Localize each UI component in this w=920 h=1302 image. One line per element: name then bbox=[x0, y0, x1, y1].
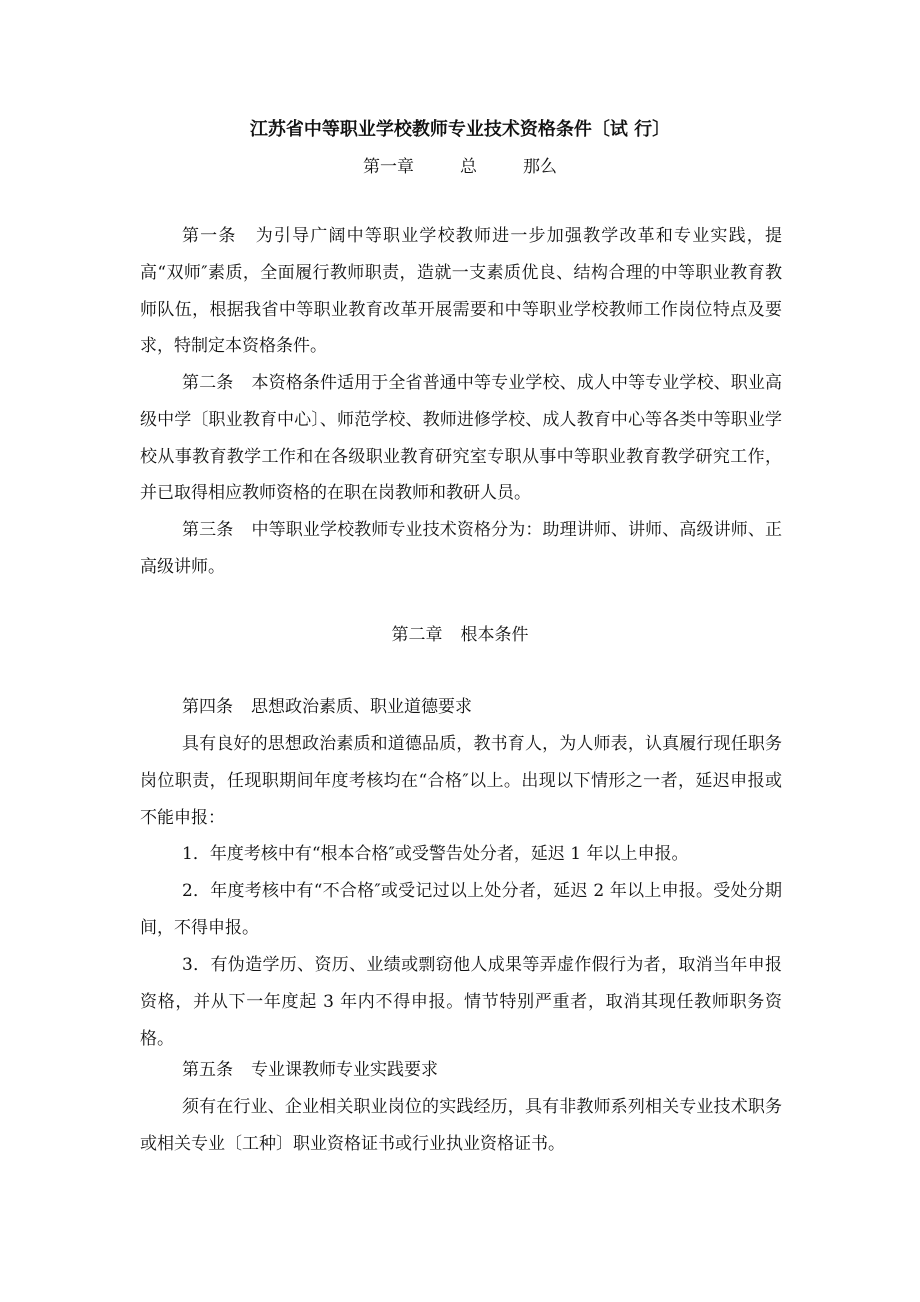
article-4-item-3: 3．有伪造学历、资历、业绩或剽窃他人成果等弄虚作假行为者，取消当年申报资格，并从下一年度起 3 年内不得申报。情节特别严重者，取消其现任教师职务资格。 bbox=[140, 955, 782, 1049]
chapter-1-word-2: 那么 bbox=[523, 157, 557, 177]
chapter-1-word-1: 总 bbox=[460, 157, 477, 177]
chapter-1-number: 第一章 bbox=[363, 157, 414, 177]
article-4-heading bbox=[140, 689, 782, 726]
article-2 bbox=[140, 365, 782, 512]
article-4-title: 思想政治素质、职业道德要求 bbox=[251, 697, 472, 717]
article-4-label: 第四条 bbox=[182, 697, 233, 717]
article-2-label: 第二条 bbox=[182, 373, 234, 393]
chapter-1-heading bbox=[0, 153, 920, 181]
article-5-body: 须有在行业、企业相关职业岗位的实践经历，具有非教师系列相关专业技术职务或相关专业〔工种〕职业资格证书或行业执业资格证书。 bbox=[140, 1097, 782, 1154]
article-4-body: 具有良好的思想政治素质和道德品质，教书育人，为人师表，认真履行现任职务岗位职责，任现职期间年度考核均在“合格″以上。出现以下情形之一者，延迟申报或不能申报： bbox=[140, 734, 782, 828]
article-5-heading bbox=[140, 1052, 782, 1089]
article-4-item-1: 1．年度考核中有“根本合格″或受警告处分者，延迟 1 年以上申报。 bbox=[182, 844, 689, 864]
article-2-text: 本资格条件适用于全省普通中等专业学校、成人中等专业学校、职业高级中学〔职业教育中心〕、师范学校、教师进修学校、成人教育中心等各类中等职业学校从事教育教学工作和在各级职业教育研究室专职从事中等职业教育教学研究工作，并已取得相应教师资格的在职在岗教师和教研人员。 bbox=[140, 373, 783, 504]
article-1-label: 第一条 bbox=[182, 226, 237, 246]
chapter-2-heading bbox=[0, 621, 920, 649]
article-3-text: 中等职业学校教师专业技术资格分为：助理讲师、讲师、高级讲师、正高级讲师。 bbox=[140, 520, 783, 577]
article-4-item-2: 2．年度考核中有“不合格″或受记过以上处分者，延迟 2 年以上申报。受处分期间，不得申报。 bbox=[140, 881, 782, 938]
chapter-2-number: 第二章 bbox=[391, 625, 443, 645]
chapter-2-name: 根本条件 bbox=[460, 625, 529, 645]
article-5-title: 专业课教师专业实践要求 bbox=[251, 1060, 438, 1080]
document-title: 江苏省中等职业学校教师专业技术资格条件〔试 行〕 bbox=[249, 119, 671, 140]
article-1-text: 为引导广阔中等职业学校教师进一步加强教学改革和专业实践，提高“双师″素质，全面履行教师职责，造就一支素质优良、结构合理的中等职业教育教师队伍，根据我省中等职业教育改革开展需要和中等职业学校教师工作岗位特点及要求，特制定本资格条件。 bbox=[140, 226, 782, 357]
article-3 bbox=[140, 512, 782, 586]
article-1 bbox=[140, 218, 782, 365]
article-3-label: 第三条 bbox=[182, 520, 234, 540]
article-5-label: 第五条 bbox=[182, 1060, 233, 1080]
